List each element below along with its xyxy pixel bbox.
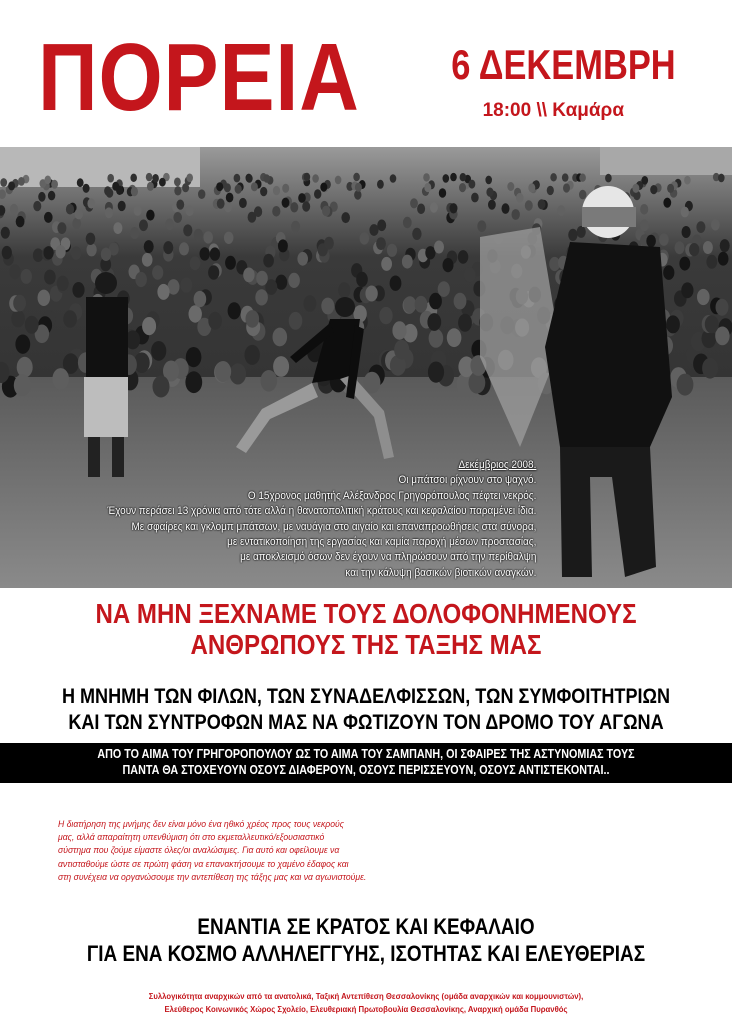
- caption-line: με εντατικοποίηση της εργασίας και καμία παροχή μέσων προστασίας,: [226, 536, 536, 549]
- slogan-line: ΓΙΑ ΕΝΑ ΚΟΣΜΟ ΑΛΛΗΛΕΓΓΥΗΣ, ΙΣΟΤΗΤΑΣ ΚΑΙ ΕΛΕΥΘΕΡΙΑΣ: [86, 941, 646, 966]
- red-headline-line: ΑΝΘΡΩΠΟΥΣ ΤΗΣ ΤΑΞΗΣ ΜΑΣ: [190, 629, 542, 660]
- red-headline-line: ΝΑ ΜΗΝ ΞΕΧΝΑΜΕ ΤΟΥΣ ΔΟΛΟΦΟΝΗΜΕΝΟΥΣ: [95, 598, 637, 629]
- caption-line: με αποκλεισμό όσων δεν έχουν να πληρώσουν από την περίθαλψη: [239, 551, 536, 564]
- red-headline: [51, 598, 681, 660]
- black-headline-line: ΚΑΙ ΤΩΝ ΣΥΝΤΡΟΦΩΝ ΜΑΣ ΝΑ ΦΩΤΙΖΟΥΝ ΤΟΝ ΔΡΟΜΟ ΤΟΥ ΑΓΩΝΑ: [68, 711, 664, 734]
- paragraph-line: μας, αλλά απαραίτητη υπενθύμιση ότι στο εκμεταλλευτικό/εξουσιαστικό: [58, 831, 325, 843]
- paragraph-line: στη συνέχεια να οργανώσουμε την αντεπίθεση της τάξης μας και να αγωνιστούμε.: [58, 870, 367, 882]
- caption-line: Οι μπάτσοι ρίχνουν στο ψαχνό.: [398, 474, 536, 487]
- caption-line: Με σφαίρες και γκλομπ μπάτσων, με ναυάγια στο αιγαίο και επαναπροωθήσεις στα σύνορα,: [131, 520, 536, 533]
- caption-line: Ο 15χρονος μαθητής Αλέξανδρος Γρηγορόπουλος πέφτει νεκρός.: [247, 489, 536, 502]
- photo-caption: [107, 458, 536, 581]
- band-text: [51, 746, 681, 778]
- footer-line: Ελεύθερος Κοινωνικός Χώρος Σχολείο, Ελευθεριακή Πρωτοβουλία Θεσσαλονίκης, Αναρχική ομάδα Πυρανθός: [164, 1004, 568, 1014]
- paragraph-line: σύστημα που ζούμε είμαστε όλες/οι αναλώσιμες. Για αυτό και οφείλουμε να: [58, 844, 340, 856]
- slogan-line: ΕΝΑΝΤΙΑ ΣΕ ΚΡΑΤΟΣ ΚΑΙ ΚΕΦΑΛΑΙΟ: [197, 914, 535, 939]
- poster-title: ΠΟΡΕΙΑ: [38, 24, 360, 131]
- caption-line: Δεκέμβριος 2008.: [458, 459, 536, 471]
- awning-right: [600, 147, 732, 175]
- caption-line: Έχουν περάσει 13 χρόνια από τότε αλλά η θανατοπολιτική κράτους και κεφαλαίου παραμένει ίδια.: [107, 505, 536, 518]
- organizers-footer: [37, 990, 696, 1016]
- paragraph-line: αντισταθούμε ώστε σε πρώτη φάση να επανακτήσουμε το χαμένο έδαφος και: [58, 857, 349, 869]
- caption-line: και την κάλυψη βασικών βιοτικών αναγκών.: [345, 566, 536, 579]
- black-headline-line: Η ΜΝΗΜΗ ΤΩΝ ΦΙΛΩΝ, ΤΩΝ ΣΥΝΑΔΕΛΦΙΣΣΩΝ, ΤΩΝ ΣΥΜΦΟΙΤΗΤΡΙΩΝ: [61, 685, 671, 708]
- paragraph-line: Η διατήρηση της μνήμης δεν είναι μόνο ένα ηθικό χρέος προς τους νεκρούς: [58, 818, 344, 829]
- footer-line: Συλλογικότητα αναρχικών από τα ανατολικά, Ταξική Αντεπίθεση Θεσσαλονίκης (ομάδα αναρχικών και κομμουνιστών),: [148, 991, 584, 1001]
- black-headline: [51, 684, 681, 736]
- crowd-and-riot-police-photo: [0, 147, 732, 588]
- band-line: ΠΑΝΤΑ ΘΑ ΣΤΟΧΕΥΟΥΝ ΟΣΟΥΣ ΔΙΑΦΕΡΟΥΝ, ΟΣΟΥΣ ΠΕΡΙΣΣΕΥΟΥΝ, ΟΣΟΥΣ ΑΝΤΙΣΤΕΚΟΝΤΑΙ..: [122, 763, 610, 777]
- event-time-place: 18:00 \\ Καμάρα: [482, 100, 624, 121]
- memory-paragraph: [58, 817, 426, 883]
- awning-left: [0, 147, 200, 187]
- event-date: 6 ΔΕΚΕΜΒΡΗ: [451, 41, 676, 88]
- band-line: ΑΠΟ ΤΟ ΑΙΜΑ ΤΟΥ ΓΡΗΓΟΡΟΠΟΥΛΟΥ ΩΣ ΤΟ ΑΙΜΑ ΤΟΥ ΣΑΜΠΑΝΗ, ΟΙ ΣΦΑΙΡΕΣ ΤΗΣ ΑΣΤΥΝΟΜΙΑΣ ΤΟΥΣ: [97, 747, 635, 761]
- slogan: [51, 913, 681, 967]
